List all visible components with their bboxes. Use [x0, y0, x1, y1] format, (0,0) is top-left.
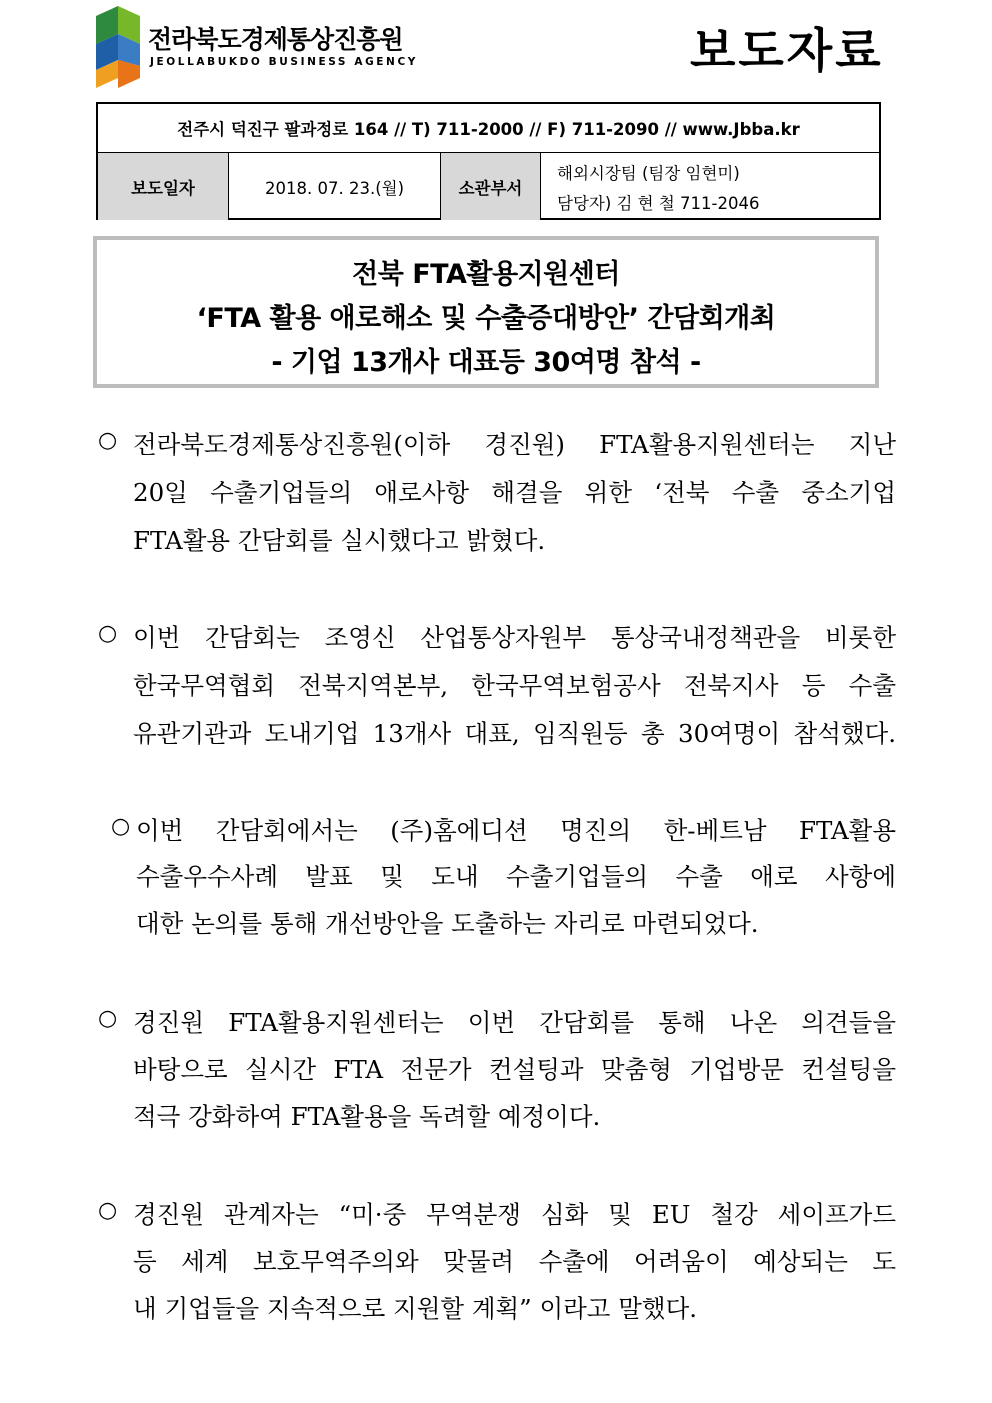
headline-line-1: 전북 FTA활용지원센터	[352, 259, 620, 290]
date-label: 보도일자	[98, 153, 229, 220]
department-value	[541, 153, 879, 220]
bullet-icon: ○	[98, 428, 118, 453]
org-name-korean: 전라북도경제통상진흥원	[148, 25, 403, 54]
paragraph-line: 20일 수출기업들의 애로사항 해결을 위한 ‘전북 수출 중소기업	[133, 478, 896, 507]
department-contact: 담당자) 김 현 철 711-2046	[557, 193, 760, 213]
paragraph-line: 바탕으로 실시간 FTA 전문가 컨설팅과 맞춤형 기업방문 컨설팅을	[133, 1055, 896, 1084]
headline-subtitle: - 기업 13개사 대표등 30여명 참석 -	[271, 347, 701, 378]
logo-mark-icon	[96, 6, 140, 88]
headline-line-2: ‘FTA 활용 애로해소 및 수출증대방안’ 간담회개최	[196, 303, 776, 334]
paragraph-line: 내 기업들을 지속적으로 지원할 계획” 이라고 말했다.	[133, 1294, 698, 1323]
date-value: 2018. 07. 23.(월)	[229, 153, 441, 220]
paragraph-line: FTA활용 간담회를 실시했다고 밝혔다.	[133, 526, 546, 555]
paragraph-line: 유관기관과 도내기업 13개사 대표, 임직원등 총 30여명이 참석했다.	[133, 719, 896, 748]
document-type-title: 보도자료	[690, 24, 884, 79]
paragraph-line: 한국무역협회 전북지역본부, 한국무역보험공사 전북지사 등 수출	[133, 671, 896, 700]
logo	[96, 6, 416, 88]
paragraph-line: 대한 논의를 통해 개선방안을 도출하는 자리로 마련되었다.	[136, 909, 759, 938]
headline-box	[93, 236, 879, 388]
paragraph-line: 적극 강화하여 FTA활용을 독려할 예정이다.	[133, 1102, 601, 1131]
info-table	[96, 102, 881, 220]
bullet-icon: ○	[111, 814, 131, 839]
paragraph-line: 수출우수사례 발표 및 도내 수출기업들의 수출 애로 사항에	[136, 862, 896, 891]
paragraph-line: 이번 간담회에서는 (주)홈에디션 명진의 한-베트남 FTA활용	[136, 816, 896, 845]
paragraph-line: 전라북도경제통상진흥원(이하 경진원) FTA활용지원센터는 지난	[133, 430, 896, 459]
bullet-icon: ○	[98, 1006, 118, 1031]
bullet-icon: ○	[98, 621, 118, 646]
org-name-english: JEOLLABUKDO BUSINESS AGENCY	[150, 56, 418, 68]
address-line: 전주시 덕진구 팔과정로 164 // T) 711-2000 // F) 711-2090 // www.Jbba.kr	[98, 104, 879, 153]
paragraph-line: 이번 간담회는 조영신 산업통상자원부 통상국내정책관을 비롯한	[133, 623, 896, 652]
paragraph-line: 등 세계 보호무역주의와 맞물려 수출에 어려움이 예상되는 도	[133, 1247, 896, 1276]
paragraph-line: 경진원 FTA활용지원센터는 이번 간담회를 통해 나온 의견들을	[133, 1008, 896, 1037]
paragraph-line: 경진원 관계자는 “미·중 무역분쟁 심화 및 EU 철강 세이프가드	[133, 1200, 896, 1229]
bullet-icon: ○	[98, 1198, 118, 1223]
department-label: 소관부서	[441, 153, 541, 220]
department-team: 해외시장팀 (팀장 임현미)	[557, 163, 740, 183]
